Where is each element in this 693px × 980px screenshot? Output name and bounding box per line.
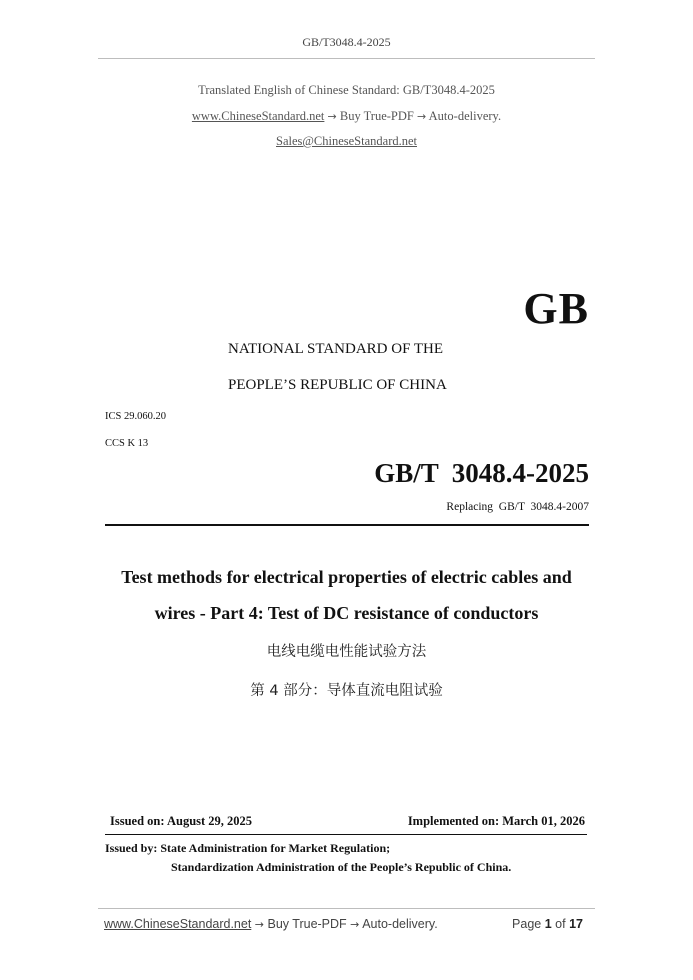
ccs-code: CCS K 13 xyxy=(105,438,149,449)
page-word: Page xyxy=(512,917,542,931)
dates-divider xyxy=(105,834,587,835)
page-total: 17 xyxy=(569,917,583,931)
translation-notice: Translated English of Chinese Standard: GB/T3048.4-2025 xyxy=(198,83,495,97)
running-header: GB/T3048.4-2025 xyxy=(302,35,391,49)
replacing-standard: Replacing GB/T 3048.4-2007 xyxy=(446,501,589,513)
title-en-line-2: wires - Part 4: Test of DC resistance of conductors xyxy=(154,603,539,623)
site-link[interactable]: www.ChineseStandard.net xyxy=(191,109,325,123)
buy-true-pdf-text: Buy True-PDF xyxy=(339,109,414,123)
title-en-line-1: Test methods for electrical properties of electric cables and xyxy=(121,567,572,587)
national-standard-line-2: PEOPLE’S REPUBLIC OF CHINA xyxy=(228,377,447,393)
title-divider xyxy=(105,524,589,526)
gb-logo: GB xyxy=(523,284,589,333)
issued-by-line-2: Standardization Administration of the People’s Republic of China. xyxy=(171,860,512,874)
arrow-right-icon: → xyxy=(350,918,360,931)
arrow-right-icon: → xyxy=(327,110,337,123)
footer-auto-text: Auto-delivery. xyxy=(362,917,438,931)
ics-code: ICS 29.060.20 xyxy=(105,411,166,422)
footer-promo xyxy=(104,917,438,931)
footer-site-link[interactable]: www.ChineseStandard.net xyxy=(104,917,252,931)
national-standard-line-1: NATIONAL STANDARD OF THE xyxy=(228,341,444,357)
header-divider xyxy=(98,58,595,59)
arrow-right-icon: → xyxy=(254,918,265,931)
issued-by-line-1: Issued by: State Administration for Market Regulation; xyxy=(105,841,391,855)
standard-number: GB/T 3048.4-2025 xyxy=(374,458,589,488)
title-cn-line-2: 第 4 部分：导体直流电阻试验 xyxy=(250,683,443,699)
implemented-on-date: Implemented on: March 01, 2026 xyxy=(407,814,585,828)
footer-buy-text: Buy True-PDF xyxy=(267,917,347,931)
page-number: 1 xyxy=(544,917,552,931)
footer-divider xyxy=(98,908,595,909)
arrow-right-icon: → xyxy=(417,110,427,123)
issued-on-date: Issued on: August 29, 2025 xyxy=(110,814,253,828)
promo-line xyxy=(0,109,693,124)
page-indicator xyxy=(512,917,583,931)
sales-email-link[interactable]: Sales@ChineseStandard.net xyxy=(276,134,417,148)
of-word: of xyxy=(555,917,566,931)
title-cn-line-1: 电线电缆电性能试验方法 xyxy=(266,644,427,660)
email-line xyxy=(0,134,693,149)
auto-delivery-text: Auto-delivery. xyxy=(428,109,502,123)
